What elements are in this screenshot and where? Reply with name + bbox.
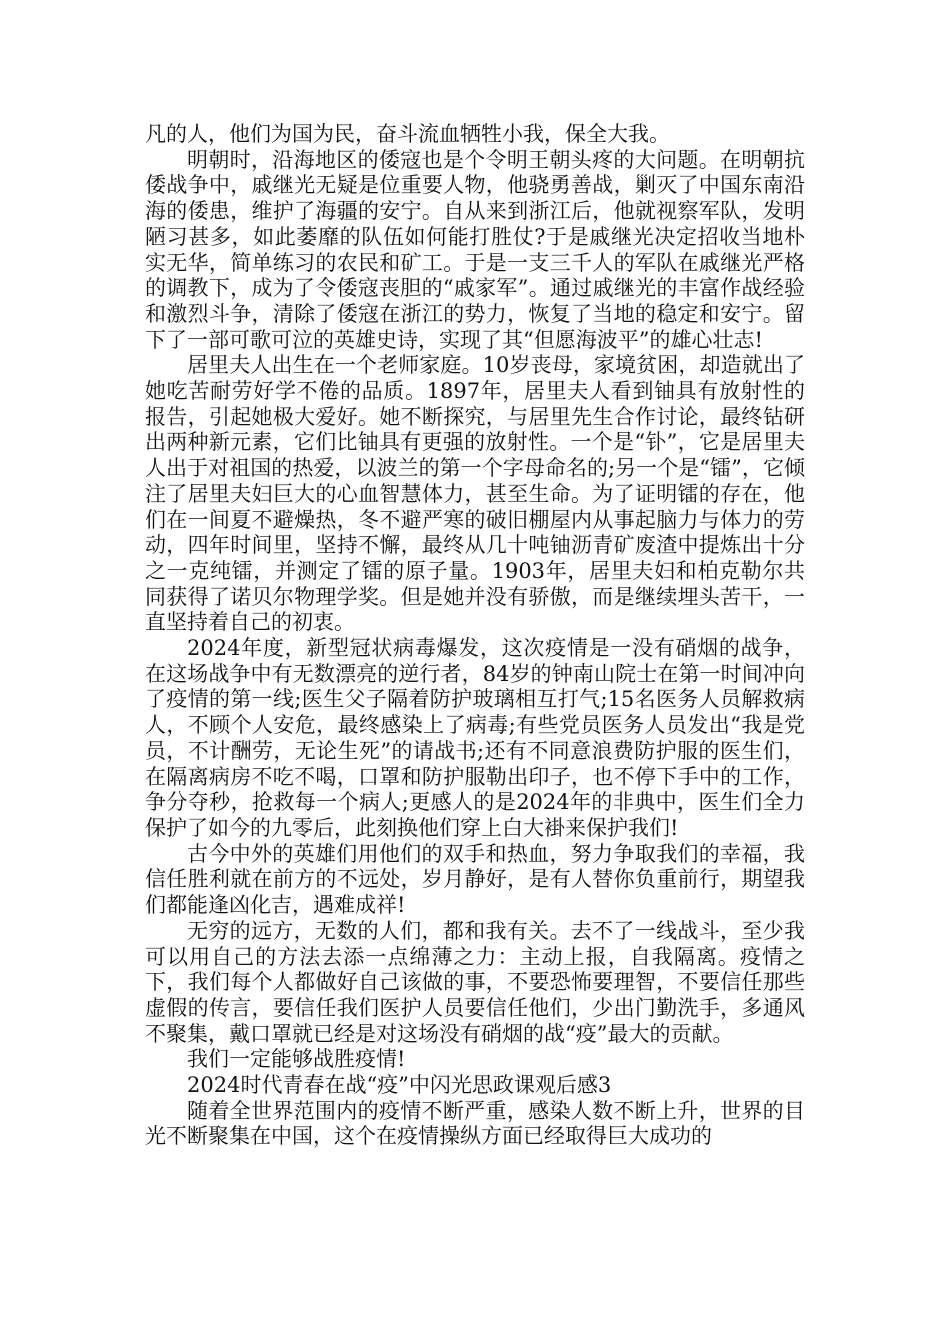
paragraph: 古今中外的英雄们用他们的双手和热血，努力争取我们的幸福，我信任胜利就在前方的不远处，岁月静好，是有人替你负重前行，期望我们都能逢凶化吉，遇难成祥! xyxy=(145,841,805,918)
paragraph: 无穷的远方，无数的人们，都和我有关。去不了一线战斗，至少我可以用自己的方法去添一点绵薄之力：主动上报，自我隔离。疫情之下，我们每个人都做好自己该做的事，不要恐怖要理智，不要信任那些虚假的传言，要信任我们医护人员要信任他们，少出门勤洗手，多通风不聚集，戴口罩就已经是对这场没有硝烟的战“疫”最大的贡献。 xyxy=(145,918,805,1046)
paragraph: 居里夫人出生在一个老师家庭。10岁丧母，家境贫困，却造就出了她吃苦耐劳好学不倦的品质。1897年，居里夫人看到铀具有放射性的报告，引起她极大爱好。她不断探究，与居里先生合作讨论，最终钻研出两种新元素，它们比铀具有更强的放射性。一个是“钋”，它是居里夫人出于对祖国的热爱，以波兰的第一个字母命名的;另一个是“镭”，它倾注了居里夫妇巨大的心血智慧体力，甚至生命。为了证明镭的存在，他们在一间夏不避燥热，冬不避严寒的破旧棚屋内从事起脑力与体力的劳动，四年时间里，坚持不懈，最终从几十吨铀沥青矿废渣中提炼出十分之一克纯镭，并测定了镭的原子量。1903年，居里夫妇和柏克勒尔共同获得了诺贝尔物理学奖。但是她并没有骄傲，而是继续埋头苦干，一直坚持着自己的初衷。 xyxy=(145,353,805,635)
document-body xyxy=(145,122,805,1150)
paragraph: 2024年度，新型冠状病毒爆发，这次疫情是一没有硝烟的战争，在这场战争中有无数漂亮的逆行者，84岁的钟南山院士在第一时间冲向了疫情的第一线;医生父子隔着防护玻璃相互打气;15名医务人员解救病人，不顾个人安危，最终感染上了病毒;有些党员医务人员发出“我是党员，不计酬劳，无论生死”的请战书;还有不同意浪费防护服的医生们，在隔离病房不吃不喝，口罩和防护服勒出印子，也不停下手中的工作，争分夺秒，抢救每一个病人;更感人的是2024年的非典中，医生们全力保护了如今的九零后，此刻换他们穿上白大褂来保护我们! xyxy=(145,636,805,840)
paragraph: 我们一定能够战胜疫情! xyxy=(187,1047,406,1072)
paragraph: 随着全世界范围内的疫情不断严重，感染人数不断上升，世界的目光不断聚集在中国，这个在疫情操纵方面已经取得巨大成功的 xyxy=(145,1098,805,1149)
paragraph: 明朝时，沿海地区的倭寇也是个令明王朝头疼的大问题。在明朝抗倭战争中，戚继光无疑是位重要人物，他骁勇善战，剿灭了中国东南沿海的倭患，维护了海疆的安宁。自从来到浙江后，他就视察军队，发明陋习甚多，如此萎靡的队伍如何能打胜仗?于是戚继光决定招收当地朴实无华，简单练习的农民和矿工。于是一支三千人的军队在戚继光严格的调教下，成为了令倭寇丧胆的“戚家军”。通过戚继光的丰富作战经验和激烈斗争，清除了倭寇在浙江的势力，恢复了当地的稳定和安宁。留下了一部可歌可泣的英雄史诗，实现了其“但愿海波平”的雄心壮志! xyxy=(145,147,805,352)
paragraph: 凡的人，他们为国为民，奋斗流血牺牲小我，保全大我。 xyxy=(145,122,670,146)
section-heading: 2024时代青春在战“疫”中闪光思政课观后感3 xyxy=(187,1073,612,1098)
